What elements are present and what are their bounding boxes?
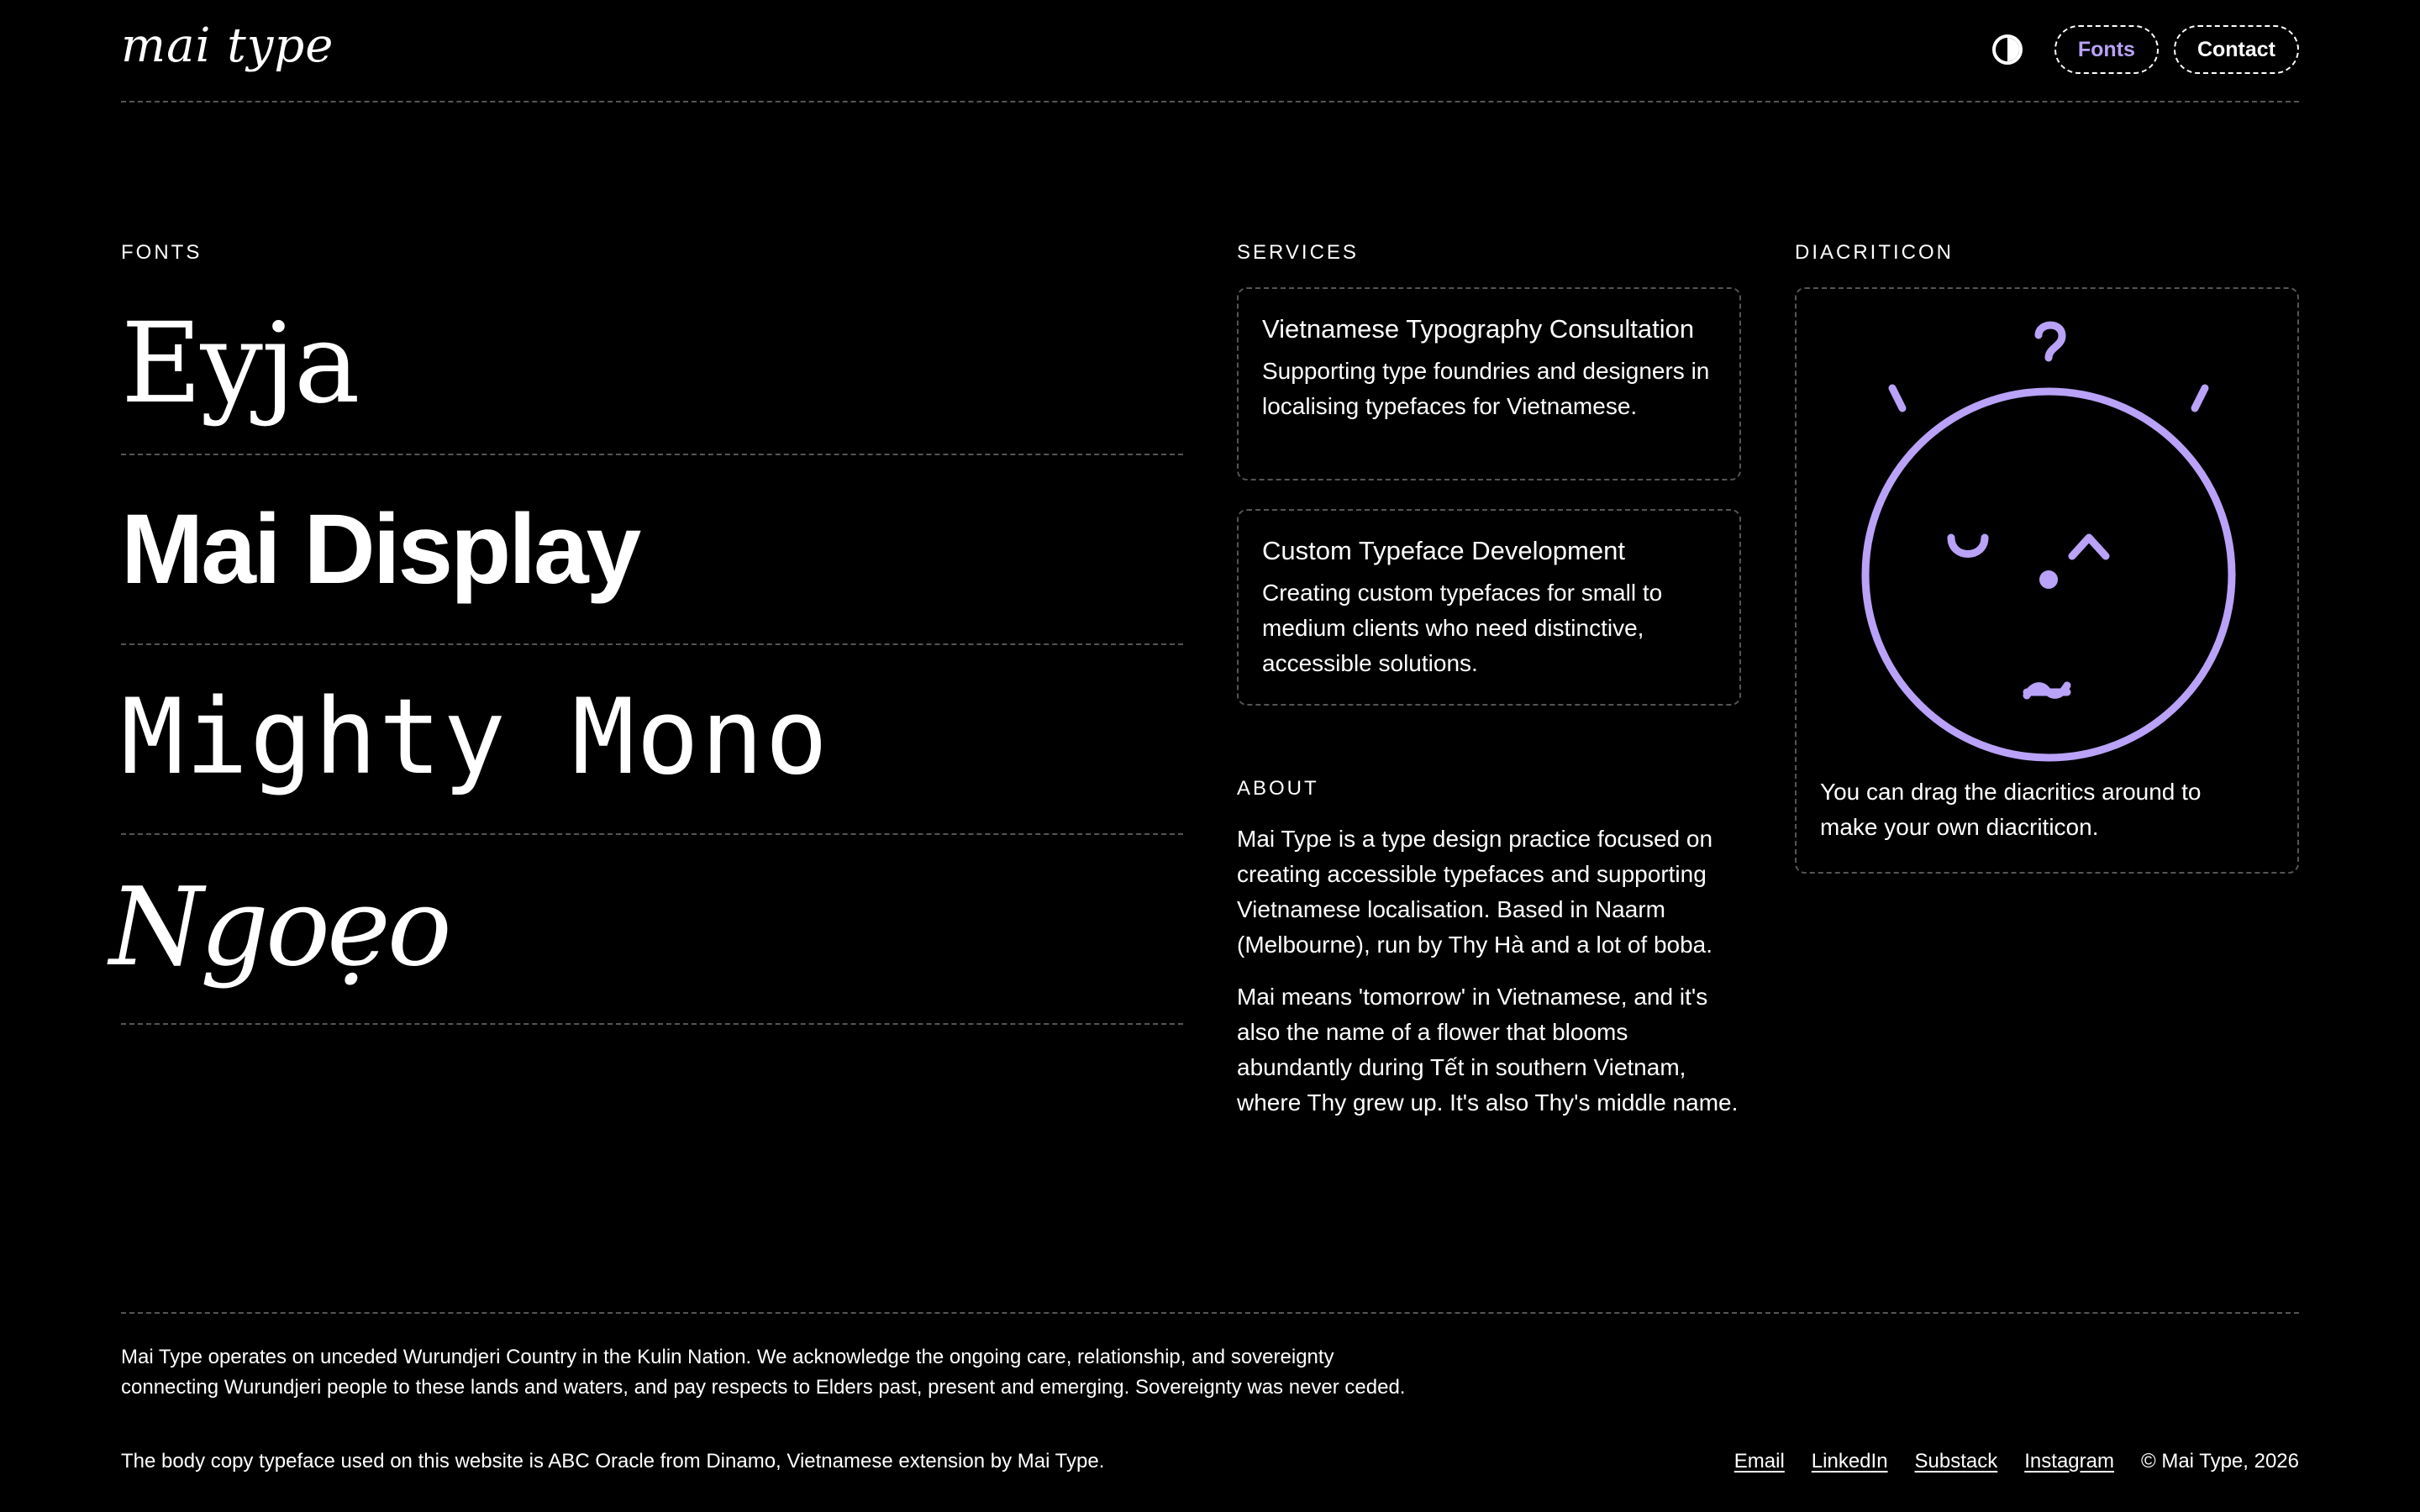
service-title: Vietnamese Typography Consultation [1262,314,1695,344]
fonts-list [109,265,1183,1025]
copyright: © Mai Type, 2026 [2140,1450,2299,1473]
service-title: Custom Typeface Development [1262,536,1625,565]
fonts-section-label: FONTS [121,241,203,264]
diacriticon-section-label: DIACRITICON [1795,241,1954,264]
diacritic-hook-above[interactable] [2039,325,2062,358]
linkedin-link[interactable]: LinkedIn [1811,1450,1888,1473]
font-name: Mai Display [121,494,639,605]
diacriticon-instructions: You can drag the diacritics around to make your own diacriticon. [1820,779,2202,840]
substack-link[interactable]: Substack [1914,1450,1998,1473]
contrast-icon[interactable] [1992,34,2023,65]
land-acknowledgement: Mai Type operates on unceded Wurundjeri Country in the Kulin Nation. We acknowledge the ongoing care, relationship, and sovereignty connecting Wurundjeri people to these lands and waters, and pay respects to Elders past, present and emerging. Sovereignty was never ceded. [121,1346,1406,1399]
services-section-label: SERVICES [1237,241,1359,264]
font-item-mai-display[interactable] [121,455,1183,645]
font-name: Eyja [121,299,359,428]
about-text [1237,822,1749,1137]
font-name: Ngoẹo [109,865,449,990]
diacritic-circumflex-eye[interactable] [2072,538,2106,556]
font-item-ngoeo[interactable] [109,835,1183,1025]
service-card [1237,509,1741,706]
site-header [121,0,2299,102]
diacriticon-face-icon [1847,314,2250,1037]
diacritic-dot-nose[interactable] [2039,570,2058,589]
email-link[interactable]: Email [1733,1450,1785,1473]
typeface-credit: The body copy typeface used on this website is ABC Oracle from Dinamo, Vietnamese extension by Mai Type. [121,1450,1105,1473]
service-description: Supporting type foundries and designers in localising typefaces for Vietnamese. [1262,358,1710,419]
diacriticon-card [1795,287,2299,874]
font-name: Mighty Mono [121,677,830,798]
service-description: Creating custom typefaces for small to medium clients who need distinctive, accessible solutions. [1262,580,1663,676]
diacritic-acute[interactable] [2195,388,2205,408]
about-paragraph: Mai Type is a type design practice focused on creating accessible typefaces and supporting Vietnamese localisation. Based in Naarm (Melbourne), run by Thy Hà and a lot of boba. [1237,826,1713,958]
footer-links [1734,1446,2299,1477]
font-item-eyja[interactable] [121,265,1183,455]
nav-contact-button[interactable]: Contact [2174,25,2299,74]
diacritic-grave[interactable] [1892,388,1902,408]
main-nav [1992,25,2299,74]
about-paragraph: Mai means 'tomorrow' in Vietnamese, and it's also the name of a flower that blooms abundantly during Tết in southern Vietnam, where Thy grew up. It's also Thy's middle name. [1237,984,1739,1116]
site-logo[interactable]: mai type [121,18,334,73]
instagram-link[interactable]: Instagram [2024,1450,2114,1473]
site-footer [121,1312,2299,1473]
about-section-label: ABOUT [1237,777,1319,800]
service-card [1237,287,1741,480]
diacritic-breve-eye[interactable] [1951,538,1985,554]
nav-fonts-button[interactable]: Fonts [2054,25,2159,74]
font-item-mighty-mono[interactable] [121,645,1183,835]
